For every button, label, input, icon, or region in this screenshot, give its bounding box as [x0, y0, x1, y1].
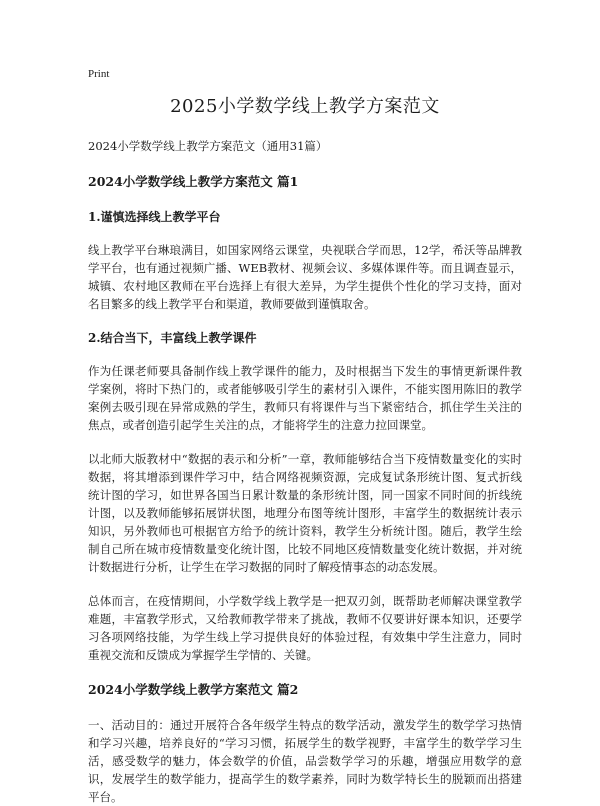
print-link[interactable]: Print	[88, 68, 110, 80]
article-heading: 2024小学数学线上教学方案范文 篇2	[88, 682, 299, 697]
paragraph: 以北师大版教材中“数据的表示和分析”一章，教师能够结合当下疫情数量变化的实时数据，将其增添到课件学习中，结合网络视频资源，完成复试条形统计图、复式折线统计图的学习，如世界各国当日累计数量的条形统计图，同一国家不同时间的折线统计图，以及教师能够拓展饼状图，地理分布图等统计图形，丰富学生的数据统计表示知识，另外教师也可根据官方给予的统计资料，教学生分析统计图。随后，教学生绘制自己所在城市疫情数量变化统计图，比较不同地区疫情数量变化统计数据，并对统计数据进行分析，让学生在学习数据的同时了解疫情事态的动态发展。	[88, 452, 522, 574]
document-subtitle: 2024小学数学线上教学方案范文（通用31篇）	[88, 139, 328, 153]
section-heading: 1.谨慎选择线上教学平台	[88, 210, 221, 224]
paragraph: 总体而言，在疫情期间，小学数学线上教学是一把双刃剑，既帮助老师解决课堂教学难题，丰富教学形式，又给教师教学带来了挑战，教师不仅要讲好课本知识，还要学习各项网络技能，为学生线上学习提供良好的体验过程，有效集中学生注意力，同时重视交流和反馈成为掌握学生学情的、关键。	[88, 594, 522, 662]
section-heading: 2.结合当下，丰富线上教学课件	[88, 331, 257, 345]
paragraph: 一、活动目的：通过开展符合各年级学生特点的数学活动，激发学生的数学学习热情和学习兴趣，培养良好的“学习习惯，拓展学生的数学视野，丰富学生的数学学习生活，感受数学的魅力，体会数学的价值，品尝数学学习的乐趣，增强应用数学的意识，发展学生的数学能力，提高学生的数学素养，同时为数学特长生的脱颖而出搭建平台。	[88, 718, 522, 804]
page-title: 2025小学数学线上教学方案范文	[170, 96, 440, 117]
article-section	[88, 208, 522, 313]
article-heading: 2024小学数学线上教学方案范文 篇1	[88, 174, 299, 189]
paragraph: 线上教学平台琳琅满目，如国家网络云课堂，央视联合学而思，12学，希沃等品牌教学平台，也有通过视频广播、WEB教材、视频会议、多媒体课件等。而且调查显示，城镇、农村地区教师在平台选择上有很大差异，为学生提供个性化的学习支持，面对名目繁多的线上教学平台和渠道，教师要做到谨慎取舍。	[88, 243, 522, 311]
article-section	[88, 329, 522, 664]
paragraph: 作为任课老师要具备制作线上教学课件的能力，及时根据当下发生的事情更新课件教学案例，将时下热门的，或者能够吸引学生的素材引入课件，不能实图用陈旧的教学案例去吸引现在异常成熟的学生，教师只有将课件与当下紧密结合，抓住学生关注的焦点，或者创造引起学生关注的点，才能将学生的注意力拉回课堂。	[88, 364, 522, 432]
article-2	[88, 680, 522, 806]
article-1	[88, 172, 522, 664]
